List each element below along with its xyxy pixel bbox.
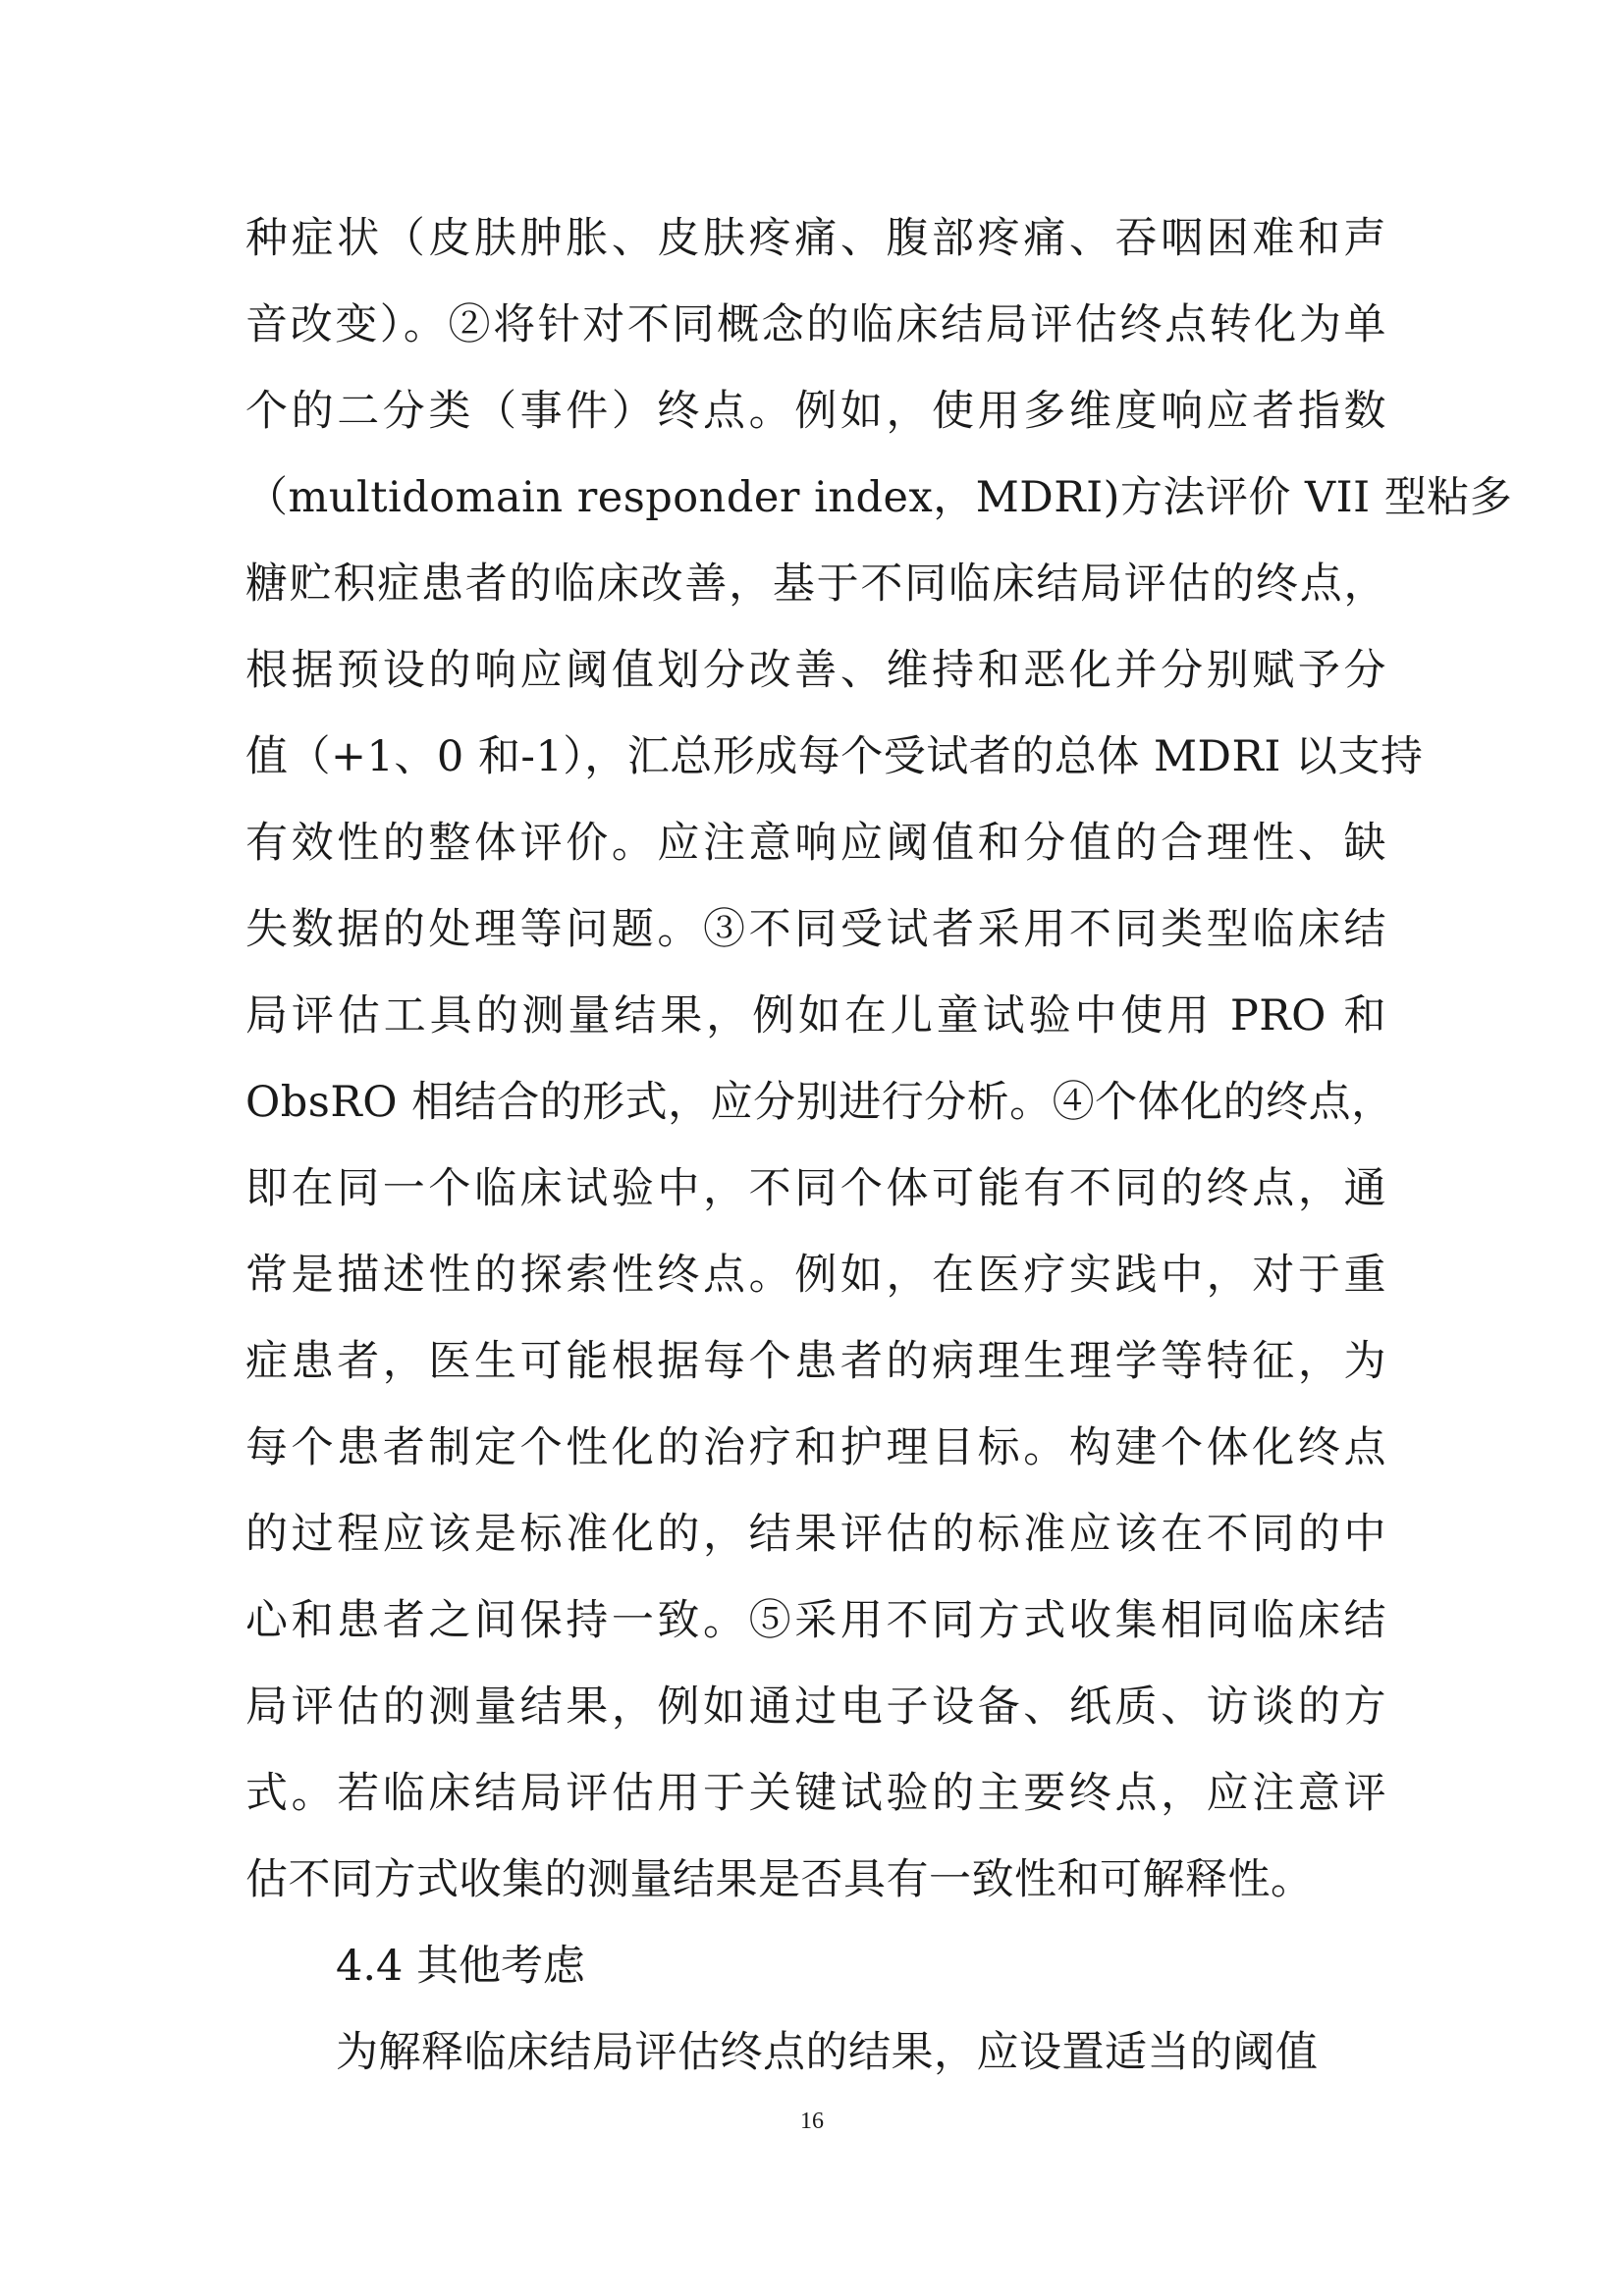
body-text-line: 为解释临床结局评估终点的结果，应设置适当的阈值 [336,2028,1319,2077]
body-text-line: 估不同方式收集的测量结果是否具有一致性和可解释性。 [245,1855,1314,1904]
body-text-line: ObsRO 相结合的形式，应分别进行分析。④个体化的终点， [245,1078,1394,1127]
body-text-line: 音改变）。②将针对不同概念的临床结局评估终点转化为单 [245,300,1386,349]
body-text-line: 糖贮积症患者的临床改善，基于不同临床结局评估的终点， [245,560,1386,609]
body-text-line: 每个患者制定个性化的治疗和护理目标。构建个体化终点 [245,1423,1386,1472]
body-text-line: 种症状（皮肤肿胀、皮肤疼痛、腹部疼痛、吞咽困难和声 [245,214,1386,263]
body-text-line: 症患者，医生可能根据每个患者的病理生理学等特征，为 [245,1337,1386,1386]
body-text-line: 式。若临床结局评估用于关键试验的主要终点，应注意评 [245,1769,1386,1818]
body-text-line: 局评估的测量结果，例如通过电子设备、纸质、访谈的方 [245,1682,1386,1732]
body-text-line: 的过程应该是标准化的，结果评估的标准应该在不同的中 [245,1510,1386,1559]
body-text-line: （multidomain responder index，MDRI)方法评价 VII 型粘多 [245,473,1513,522]
body-text-line: 有效性的整体评价。应注意响应阈值和分值的合理性、缺 [245,819,1386,868]
body-text-line: 根据预设的响应阈值划分改善、维持和恶化并分别赋予分 [245,646,1386,695]
body-text-line: 即在同一个临床试验中，不同个体可能有不同的终点，通 [245,1164,1386,1213]
body-text-line: 个的二分类（事件）终点。例如，使用多维度响应者指数 [245,387,1386,436]
body-text-line: 失数据的处理等问题。③不同受试者采用不同类型临床结 [245,905,1386,954]
body-text-line: 心和患者之间保持一致。⑤采用不同方式收集相同临床结 [245,1596,1386,1645]
body-text-line: 局评估工具的测量结果，例如在儿童试验中使用 PRO 和 [245,991,1386,1041]
body-text-line: 常是描述性的探索性终点。例如，在医疗实践中，对于重 [245,1251,1386,1300]
section-heading: 4.4 其他考虑 [336,1942,586,1991]
page-number: 16 [800,2109,824,2134]
body-text-line: 值（+1、0 和-1），汇总形成每个受试者的总体 MDRI 以支持 [245,732,1424,781]
